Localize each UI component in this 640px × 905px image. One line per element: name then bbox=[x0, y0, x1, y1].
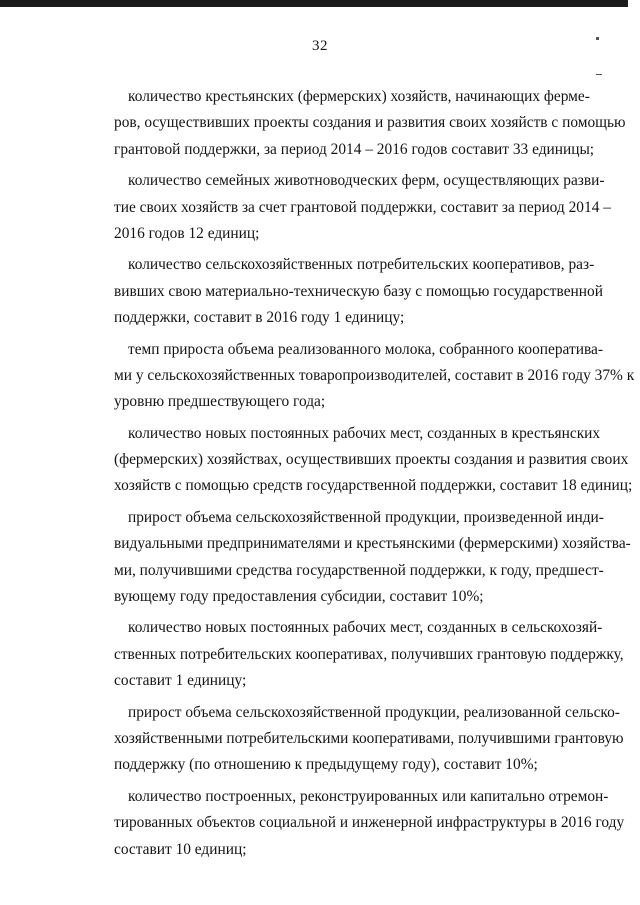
paragraph bbox=[114, 700, 624, 779]
text-line: количество сельскохозяйственных потребительских кооперативов, раз- bbox=[128, 256, 595, 274]
paragraph bbox=[114, 505, 631, 611]
text-line: (фермерских) хозяйствах, осуществивших проекты создания и развития своих bbox=[114, 451, 629, 469]
text-line: поддержки, составит в 2016 году 1 единицу; bbox=[114, 309, 405, 327]
scan-speck bbox=[596, 37, 599, 40]
paragraph bbox=[114, 84, 626, 163]
text-line: количество построенных, реконструированных или капитально отремон- bbox=[128, 787, 609, 805]
text-line: количество семейных животноводческих ферм, осуществляющих разви- bbox=[128, 172, 605, 190]
paragraph bbox=[114, 252, 603, 331]
text-line: составит 10 единиц; bbox=[114, 840, 247, 858]
text-line: грантовой поддержки, за период 2014 – 2016 годов составит 33 единицы; bbox=[114, 140, 595, 158]
text-line: ров, осуществивших проекты создания и развития своих хозяйств с помощью bbox=[114, 114, 626, 132]
paragraph bbox=[114, 168, 611, 247]
text-line: ми у сельскохозяйственных товаропроизводителей, составит в 2016 году 37% к bbox=[114, 366, 635, 384]
scan-mark bbox=[596, 74, 602, 75]
text-line: вивших свою материально-техническую базу с помощью государственной bbox=[114, 282, 603, 300]
paragraph bbox=[114, 615, 624, 694]
text-line: составит 1 единицу; bbox=[114, 672, 247, 690]
text-line: вующему году предоставления субсидии, составит 10%; bbox=[114, 588, 484, 606]
text-line: темп прироста объема реализованного молока, собранного кооператива- bbox=[128, 340, 603, 358]
page-number: 32 bbox=[312, 38, 328, 54]
text-line: хозяйств с помощью средств государственной поддержки, составит 18 единиц; bbox=[114, 477, 633, 495]
paragraph bbox=[114, 421, 633, 500]
text-line: 2016 годов 12 единиц; bbox=[114, 224, 260, 242]
text-line: количество новых постоянных рабочих мест, созданных в сельскохозяй- bbox=[128, 619, 603, 637]
document-body bbox=[114, 84, 635, 868]
text-line: поддержку (по отношению к предыдущему году), составит 10%; bbox=[114, 756, 538, 774]
text-line: уровню предшествующего года; bbox=[114, 393, 326, 411]
top-scan-border bbox=[0, 0, 628, 7]
text-line: прирост объема сельскохозяйственной продукции, реализованной сельско- bbox=[128, 703, 620, 721]
text-line: ми, получившими средства государственной поддержки, к году, предшест- bbox=[114, 561, 604, 579]
text-line: тие своих хозяйств за счет грантовой поддержки, составит за период 2014 – bbox=[114, 198, 611, 216]
text-line: количество крестьянских (фермерских) хозяйств, начинающих ферме- bbox=[128, 88, 590, 105]
text-line: прирост объема сельскохозяйственной продукции, произведенной инди- bbox=[128, 508, 604, 526]
text-line: тированных объектов социальной и инженерной инфраструктуры в 2016 году bbox=[114, 814, 625, 832]
paragraph bbox=[114, 337, 635, 416]
text-line: ственных потребительских кооперативах, получивших грантовую поддержку, bbox=[114, 645, 624, 663]
text-line: хозяйственными потребительскими кооперативами, получившими грантовую bbox=[114, 729, 624, 747]
text-line: количество новых постоянных рабочих мест, созданных в крестьянских bbox=[128, 424, 601, 442]
paragraph bbox=[114, 784, 625, 863]
text-line: видуальными предпринимателями и крестьянскими (фермерскими) хозяйства- bbox=[114, 535, 631, 553]
